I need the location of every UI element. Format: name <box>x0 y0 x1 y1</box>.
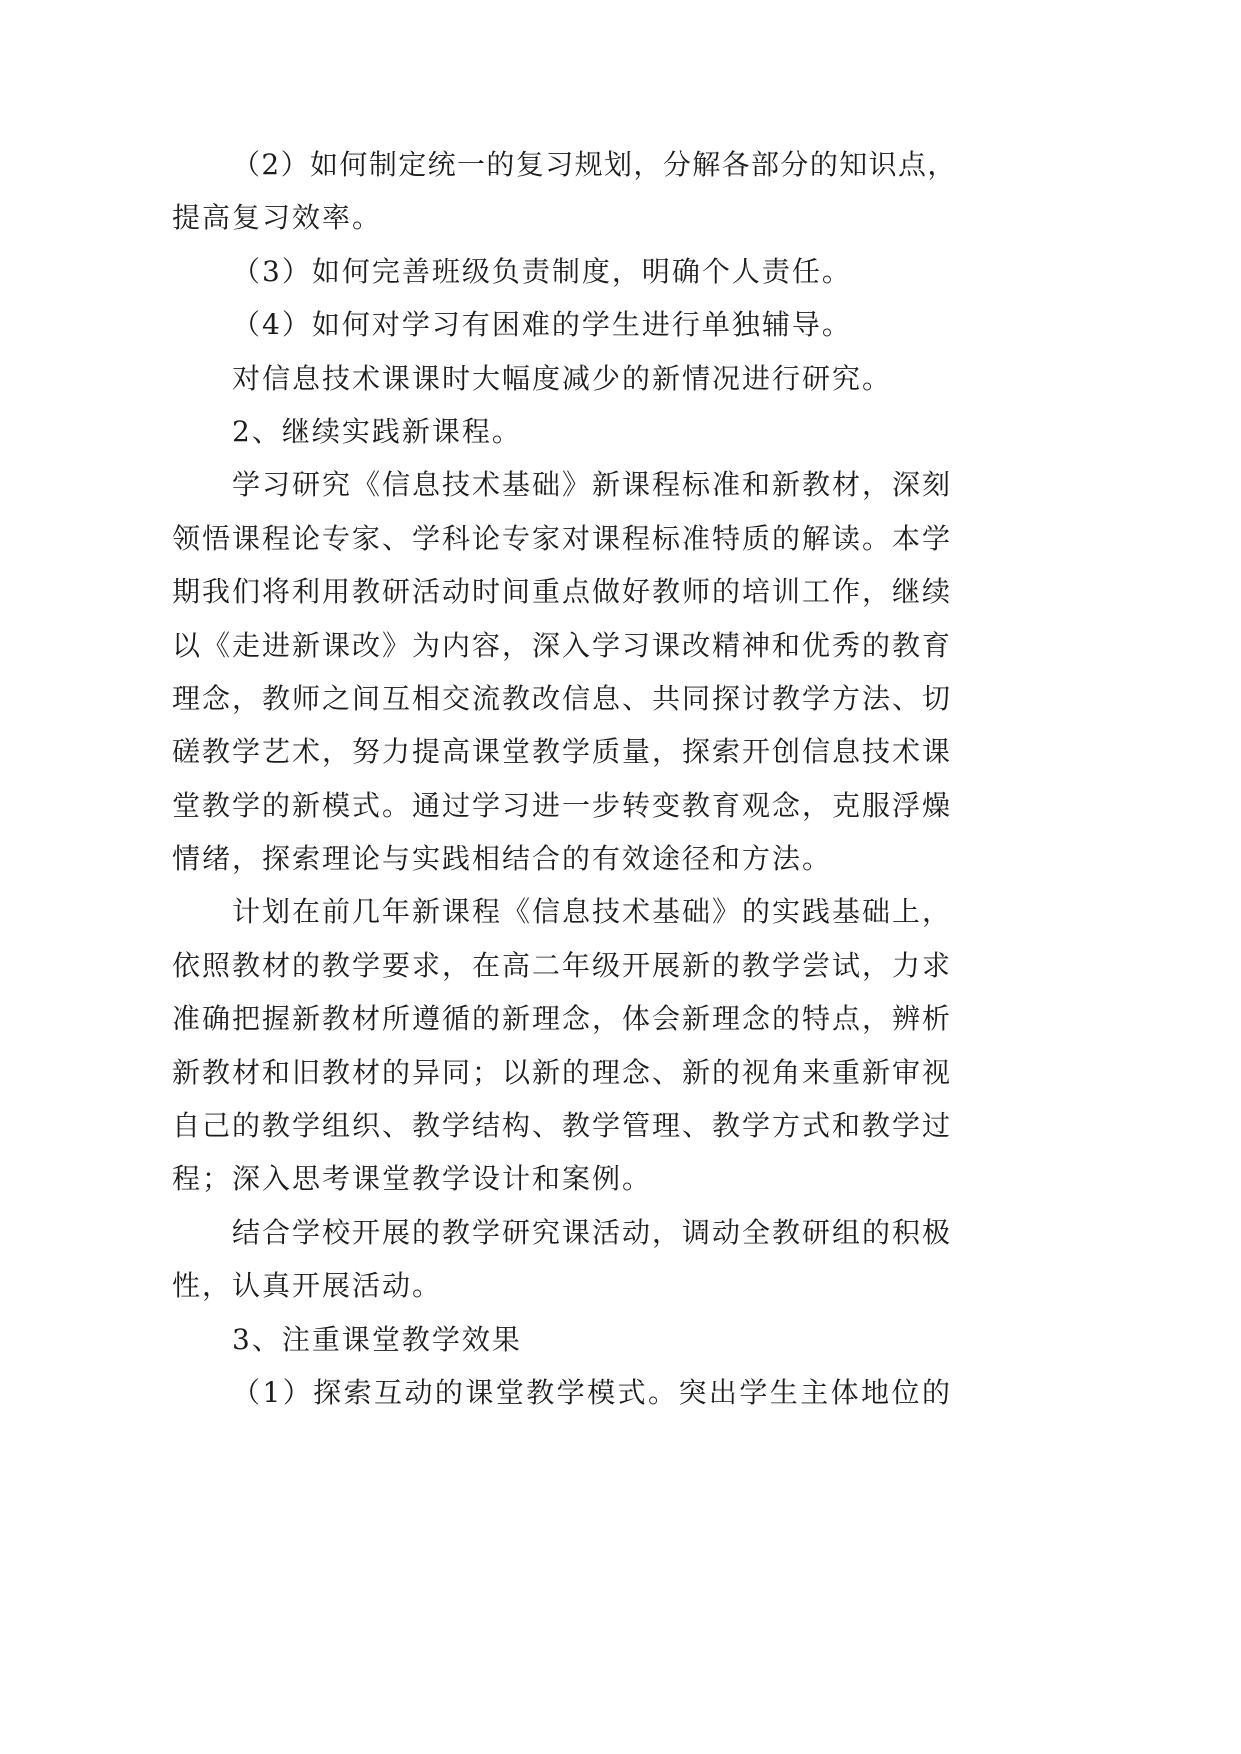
paragraph <box>172 138 957 245</box>
paragraph <box>172 458 952 885</box>
text-line: 2、继续实践新课程。 <box>232 414 522 448</box>
text-line: 提高复习效率。 <box>172 201 383 235</box>
text-line: 领悟课程论专家、学科论专家对课程标准特质的解读。本学 <box>172 521 953 555</box>
paragraph <box>172 298 952 351</box>
section-heading <box>172 405 952 458</box>
text-line: 自己的教学组织、教学结构、教学管理、教学方式和教学过 <box>172 1109 953 1143</box>
text-line: 期我们将利用教研活动时间重点做好教师的培训工作，继续 <box>172 575 953 609</box>
text-line: 3、注重课堂教学效果 <box>232 1322 522 1356</box>
text-line: 性，认真开展活动。 <box>172 1269 443 1303</box>
text-line: 磋教学艺术，努力提高课堂教学质量，探索开创信息技术课 <box>172 735 953 769</box>
section-heading <box>172 1313 952 1366</box>
document-body <box>172 138 957 1419</box>
text-line: 计划在前几年新课程《信息技术基础》的实践基础上， <box>232 895 953 929</box>
text-line: 以《走进新课改》为内容，深入学习课改精神和优秀的教育 <box>172 628 953 662</box>
text-line: 结合学校开展的教学研究课活动，调动全教研组的积极 <box>232 1215 953 1249</box>
paragraph <box>172 352 952 405</box>
paragraph <box>172 885 952 1205</box>
text-line: 新教材和旧教材的异同；以新的理念、新的视角来重新审视 <box>172 1055 953 1089</box>
text-line: 堂教学的新模式。通过学习进一步转变教育观念，克服浮燥 <box>172 788 953 822</box>
text-line: 学习研究《信息技术基础》新课程标准和新教材，深刻 <box>232 468 953 502</box>
text-line: 依照教材的教学要求，在高二年级开展新的教学尝试，力求 <box>172 948 953 982</box>
text-line: （4）如何对学习有困难的学生进行单独辅导。 <box>232 308 852 342</box>
text-line: （3）如何完善班级负责制度，明确个人责任。 <box>232 254 852 288</box>
text-line: 程；深入思考课堂教学设计和案例。 <box>172 1162 653 1196</box>
text-line: 对信息技术课课时大幅度减少的新情况进行研究。 <box>232 361 893 395</box>
paragraph <box>172 1366 952 1419</box>
paragraph <box>172 245 952 298</box>
text-line: 情绪，探索理论与实践相结合的有效途径和方法。 <box>172 842 833 876</box>
text-line: （1）探索互动的课堂教学模式。突出学生主体地位的 <box>232 1375 952 1409</box>
text-line: （2）如何制定统一的复习规划，分解各部分的知识点， <box>232 148 957 181</box>
paragraph <box>172 1206 952 1313</box>
text-line: 准确把握新教材所遵循的新理念，体会新理念的特点，辨析 <box>172 1002 953 1036</box>
text-line: 理念，教师之间互相交流教改信息、共同探讨教学方法、切 <box>172 681 953 715</box>
